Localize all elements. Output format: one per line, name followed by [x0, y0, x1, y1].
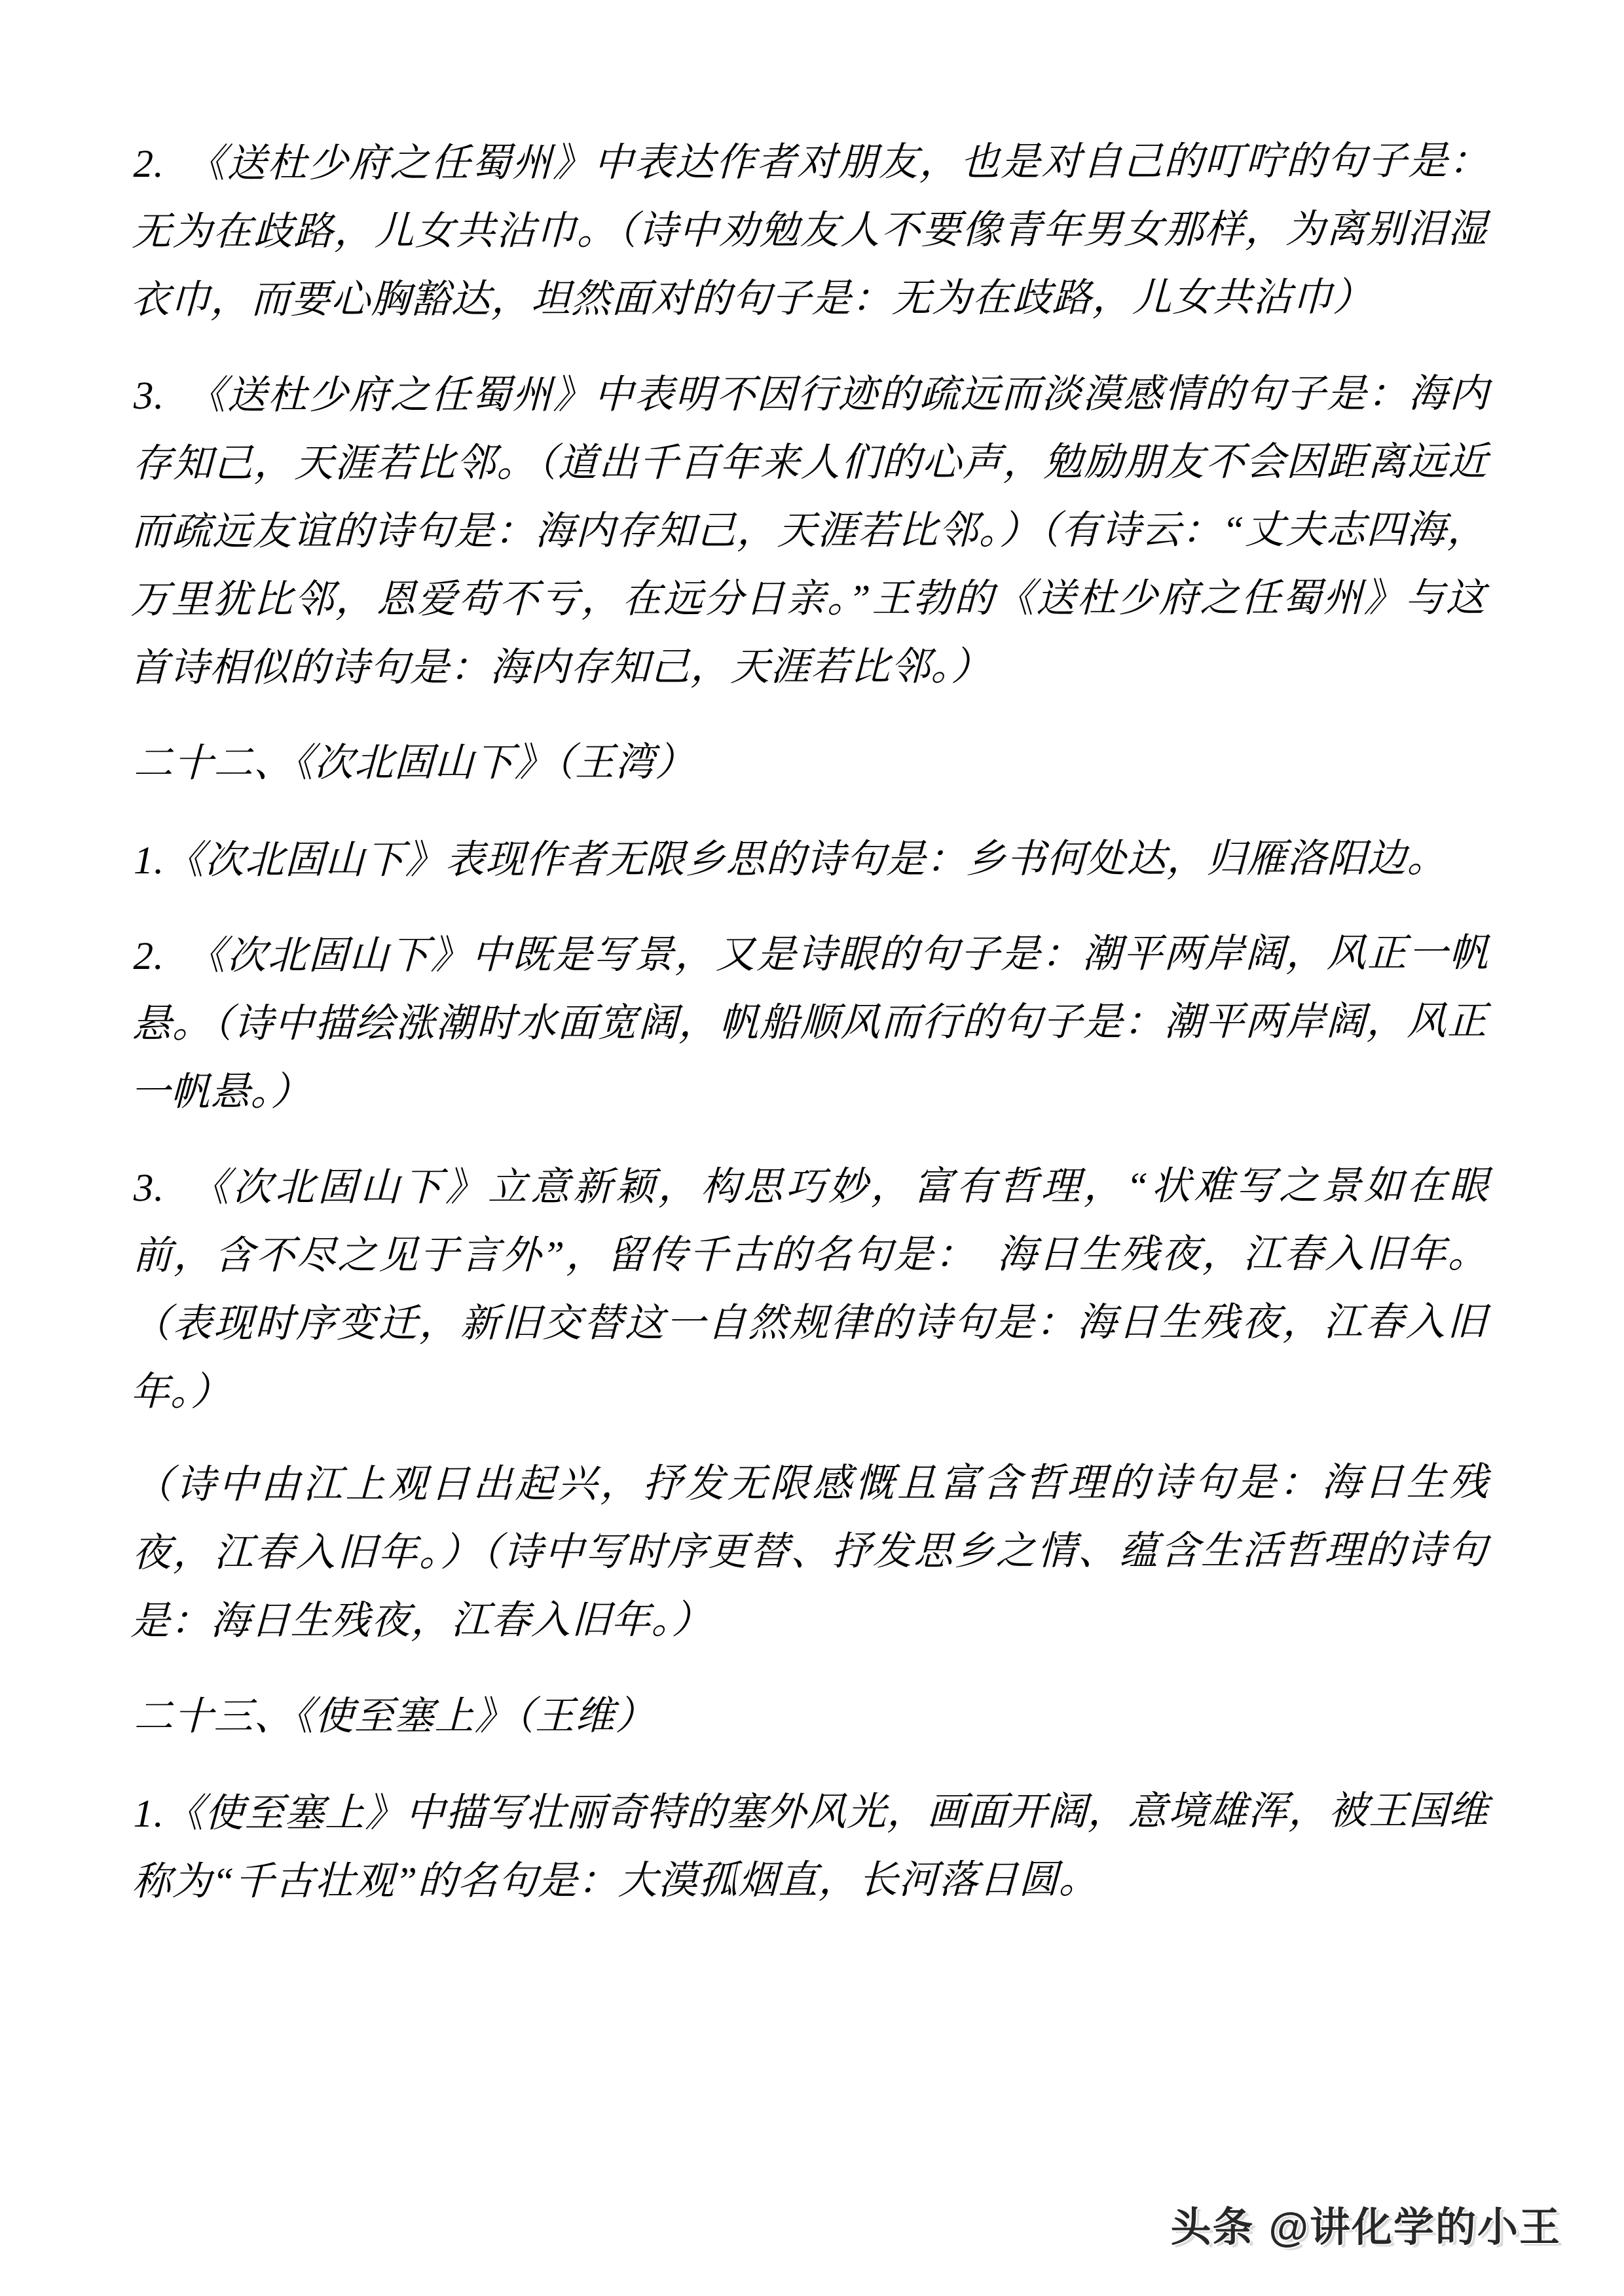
section-heading-23: 二十三、《使至塞上》（王维）	[133, 1694, 656, 1738]
paragraph-item-21-2: 2. 《送杜少府之任蜀州》中表达作者对朋友，也是对自己的叮咛的句子是：无为在歧路，儿女共沾巾。（诗中劝勉友人不要像青年男女那样，为离别泪湿衣巾，而要心胸豁达，坦然面对的句子是：无为在歧路，儿女共沾巾）	[130, 139, 1490, 321]
paragraph-item-22-3: 3. 《次北固山下》立意新颖，构思巧妙，富有哲理，“状难写之景如在眼前，含不尽之见于言外”，留传千古的名句是： 海日生残夜，江春入旧年。（表现时序变迁，新旧交替这一自然规律的诗句是：海日生残夜，江春入旧年。）	[130, 1164, 1490, 1413]
watermark-handle: @讲化学的小王	[1268, 2205, 1561, 2250]
document-body	[128, 130, 1490, 1916]
paragraph-item-23-1: 1.《使至塞上》中描写壮丽奇特的塞外风光，画面开阔，意境雄浑，被王国维称为“千古壮观”的名句是：大漠孤烟直，长河落日圆。	[131, 1789, 1490, 1903]
section-heading-22: 二十二、《次北固山下》（王湾）	[133, 740, 696, 785]
watermark-brand: 头条	[1170, 2205, 1255, 2250]
paragraph-item-22-3-continuation: （诗中由江上观日出起兴，抒发无限感慨且富含哲理的诗句是：海日生残夜，江春入旧年。）（诗中写时序更替、抒发思乡之情、蕴含生活哲理的诗句是：海日生残夜，江春入旧年。）	[130, 1460, 1490, 1643]
paragraph-item-22-2: 2. 《次北固山下》中既是写景，又是诗眼的句子是：潮平两岸阔，风正一帆悬。（诗中描绘涨潮时水面宽阔，帆船顺风而行的句子是：潮平两岸阔，风正一帆悬。）	[130, 931, 1490, 1114]
watermark	[1171, 2195, 1561, 2253]
paragraph-item-21-3: 3. 《送杜少府之任蜀州》中表明不因行迹的疏远而淡漠感情的句子是：海内存知己，天涯若比邻。（道出千百年来人们的心声，勉励朋友不会因距离远近而疏远友谊的诗句是：海内存知己，天涯若比邻。）（有诗云：“丈夫志四海，万里犹比邻，恩爱苟不亏，在远分日亲。”王勃的《送杜少府之任蜀州》与这首诗相似的诗句是：海内存知己，天涯若比邻。）	[128, 372, 1490, 689]
paragraph-item-22-1: 1.《次北固山下》表现作者无限乡思的诗句是：乡书何处达，归雁洛阳边。	[133, 837, 1448, 882]
